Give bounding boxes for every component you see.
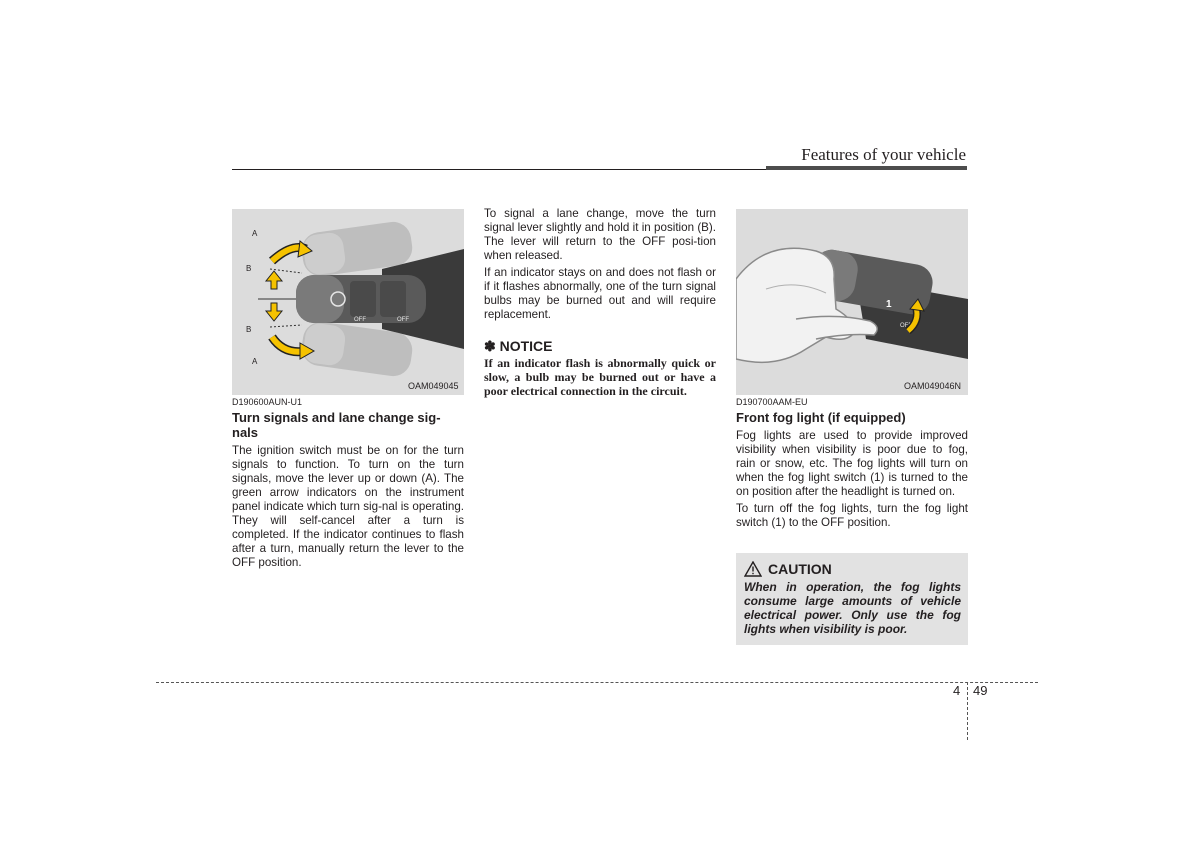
label-a-top: A (252, 229, 258, 238)
body-paragraph-2: If an indicator stays on and does not flash or if it flashes abnormally, one of the turn signal bulbs may be burned out and will require replacement. (484, 266, 716, 321)
section-heading: Turn signals and lane change sig-nals (232, 410, 441, 440)
turn-signal-lever-figure (232, 209, 464, 395)
caution-box (736, 553, 968, 645)
body-paragraph-2: To turn off the fog lights, turn the fog light switch (1) to the OFF position. (736, 502, 968, 529)
section-heading: Front fog light (if equipped) (736, 410, 906, 425)
fog-light-switch-figure (736, 209, 968, 395)
body-paragraph-1: To signal a lane change, move the turn signal lever slightly and hold it in position (B). The lever will return to the OFF posi-tion when released. (484, 207, 716, 262)
footer-rule (156, 682, 1038, 683)
fog-switch-label-1: 1 (886, 299, 892, 310)
column-2-text (484, 207, 716, 325)
figure-code: OAM049045 (408, 381, 459, 391)
turn-signal-lever-illustration (232, 209, 464, 395)
body-paragraph: The ignition switch must be on for the turn signals to function. To turn on the turn signals, move the lever up or down (A). The green arrow indicators on the instrument panel indicate which turn sig-nal is operating. They will self-cancel after a turn is completed. If the indicator continues to flash after a turn, manually return the lever to the OFF position. (232, 444, 464, 569)
page-number: 49 (973, 683, 988, 698)
lever-off-text-1: OFF (354, 317, 366, 323)
fog-light-switch-illustration (736, 209, 968, 395)
label-b-bottom: B (246, 325, 252, 334)
figure-code: OAM049046N (904, 381, 962, 391)
label-b-top: B (246, 264, 252, 273)
section-code: D190600AUN-U1 (232, 397, 303, 407)
notice-title: ✽ NOTICE (484, 338, 553, 354)
lever-off-text-2: OFF (397, 317, 409, 323)
header-rule-accent (766, 166, 967, 170)
footer-divider (967, 682, 968, 740)
caution-title: CAUTION (768, 561, 832, 577)
section-body (232, 444, 464, 573)
notice-body: If an indicator flash is abnormally quick or slow, a bulb may be burned out or have a poor electrical connection in the circuit. (484, 356, 716, 398)
label-a-bottom: A (252, 357, 258, 366)
fog-switch-off-text: OFF (900, 323, 912, 329)
section-code: D190700AAM-EU (736, 397, 808, 407)
body-paragraph-1: Fog lights are used to provide improved visibility when visibility is poor due to fog, rain or snow, etc. The fog lights will turn on when the fog light switch (1) is turned to the on position after the headlight is turned on. (736, 429, 968, 498)
column-3-text (736, 429, 968, 533)
page-header-title: Features of your vehicle (801, 145, 966, 164)
chapter-number: 4 (953, 683, 961, 698)
warning-triangle-icon (744, 561, 762, 577)
header-rule (232, 169, 766, 170)
caution-body: When in operation, the fog lights consume large amounts of vehicle electrical power. Only use the fog lights when visibility is poor. (744, 580, 961, 636)
